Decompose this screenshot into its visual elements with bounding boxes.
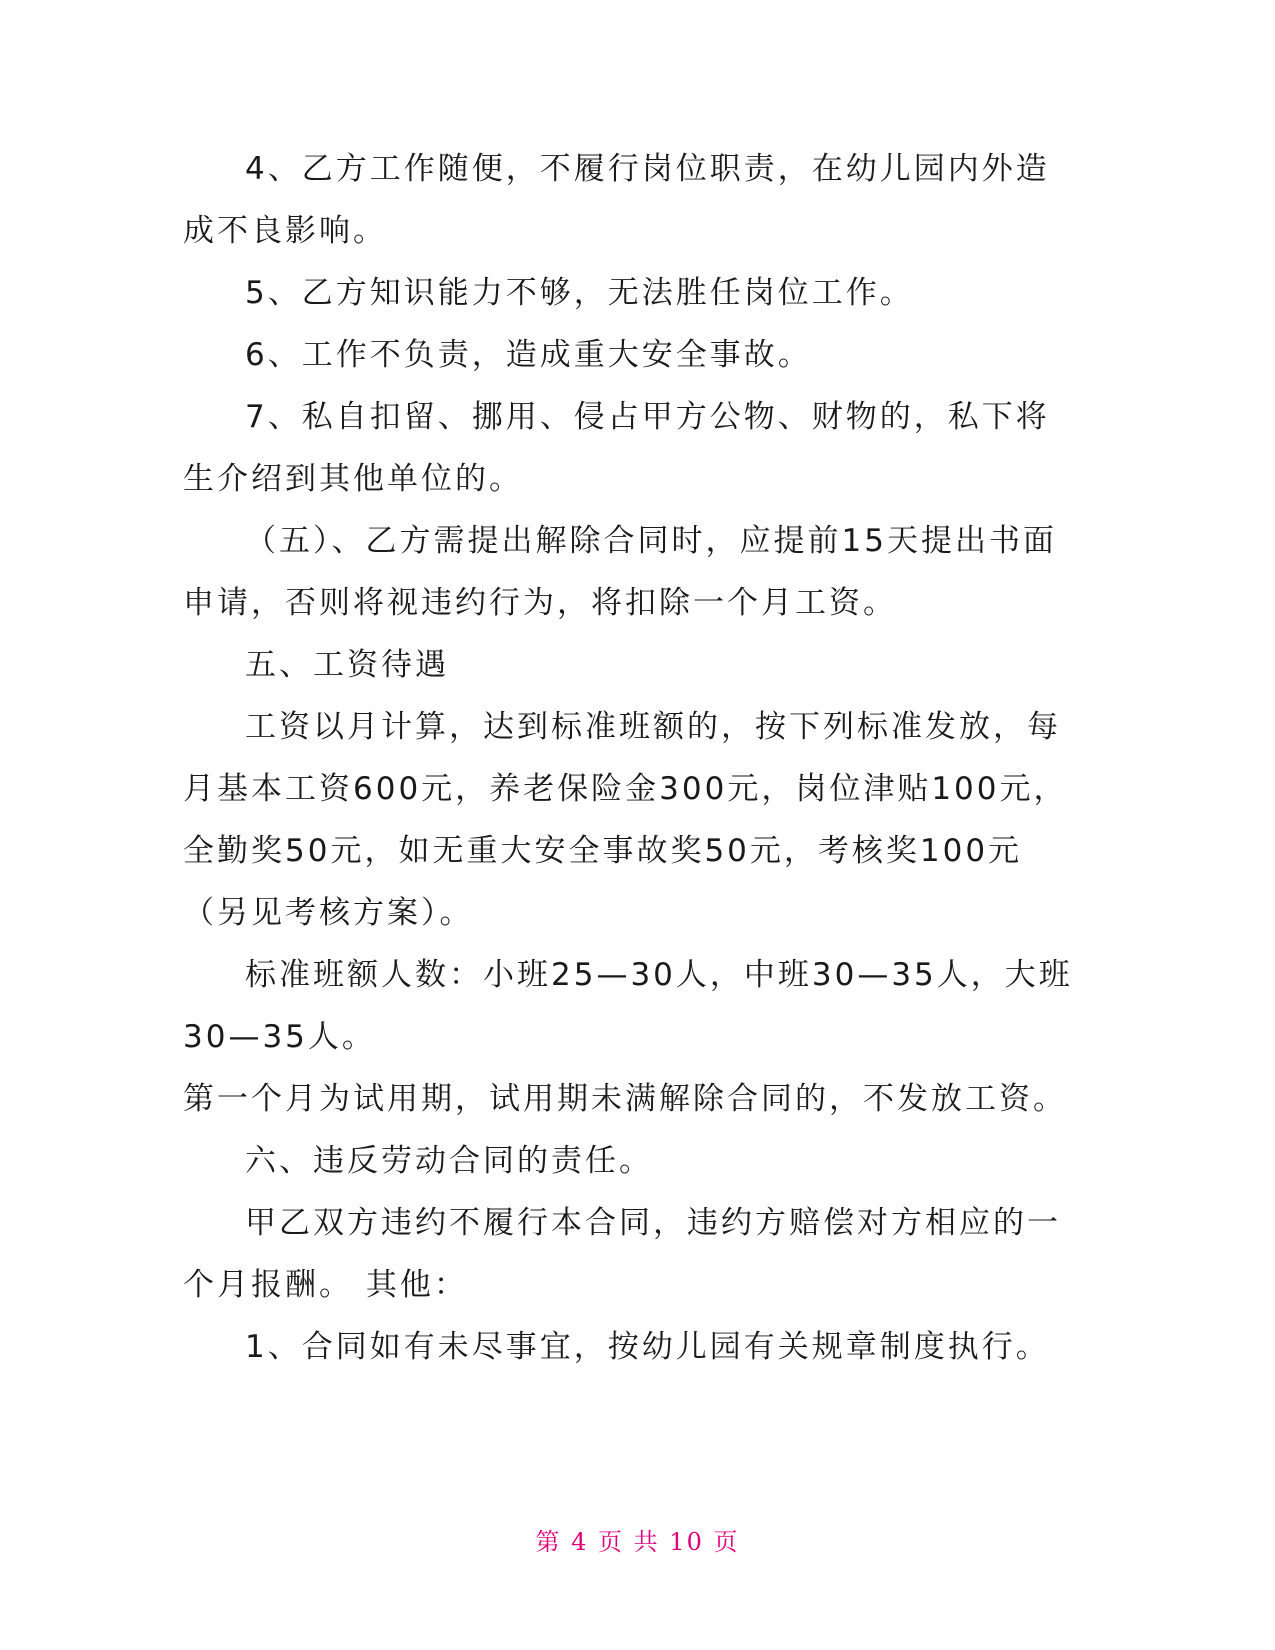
document-body xyxy=(183,138,1083,1378)
paragraph-other-1: 1、合同如有未尽事宜，按幼儿园有关规章制度执行。 xyxy=(245,1329,1050,1365)
paragraph-salary-details: 工资以月计算，达到标准班额的，按下列标准发放，每月基本工资600元，养老保险金300元，岗位津贴100元，全勤奖50元，如无重大安全事故奖50元，考核奖100元（另见考核方案）。 xyxy=(183,709,1068,931)
page-number-footer: 第 4 页 共 10 页 xyxy=(535,1528,740,1556)
paragraph-class-size: 标准班额人数：小班25—30人，中班30—35人，大班30—35人。 xyxy=(183,957,1073,1055)
paragraph-item-7: 7、私自扣留、挪用、侵占甲方公物、财物的，私下将生介绍到其他单位的。 xyxy=(183,399,1050,497)
paragraph-probation: 第一个月为试用期，试用期未满解除合同的，不发放工资。 xyxy=(183,1081,1067,1117)
paragraph-termination-notice: （五）、乙方需提出解除合同时，应提前15天提出书面申请，否则将视违约行为，将扣除一个月工资。 xyxy=(183,523,1057,621)
section-heading-salary: 五、工资待遇 xyxy=(245,647,449,683)
section-heading-liability: 六、违反劳动合同的责任。 xyxy=(245,1143,653,1179)
paragraph-item-5: 5、乙方知识能力不够，无法胜任岗位工作。 xyxy=(245,275,914,311)
paragraph-item-4: 4、乙方工作随便，不履行岗位职责，在幼儿园内外造成不良影响。 xyxy=(183,151,1050,249)
paragraph-item-6: 6、工作不负责，造成重大安全事故。 xyxy=(245,337,812,373)
paragraph-breach: 甲乙双方违约不履行本合同，违约方赔偿对方相应的一个月报酬。 其他： xyxy=(183,1205,1061,1303)
